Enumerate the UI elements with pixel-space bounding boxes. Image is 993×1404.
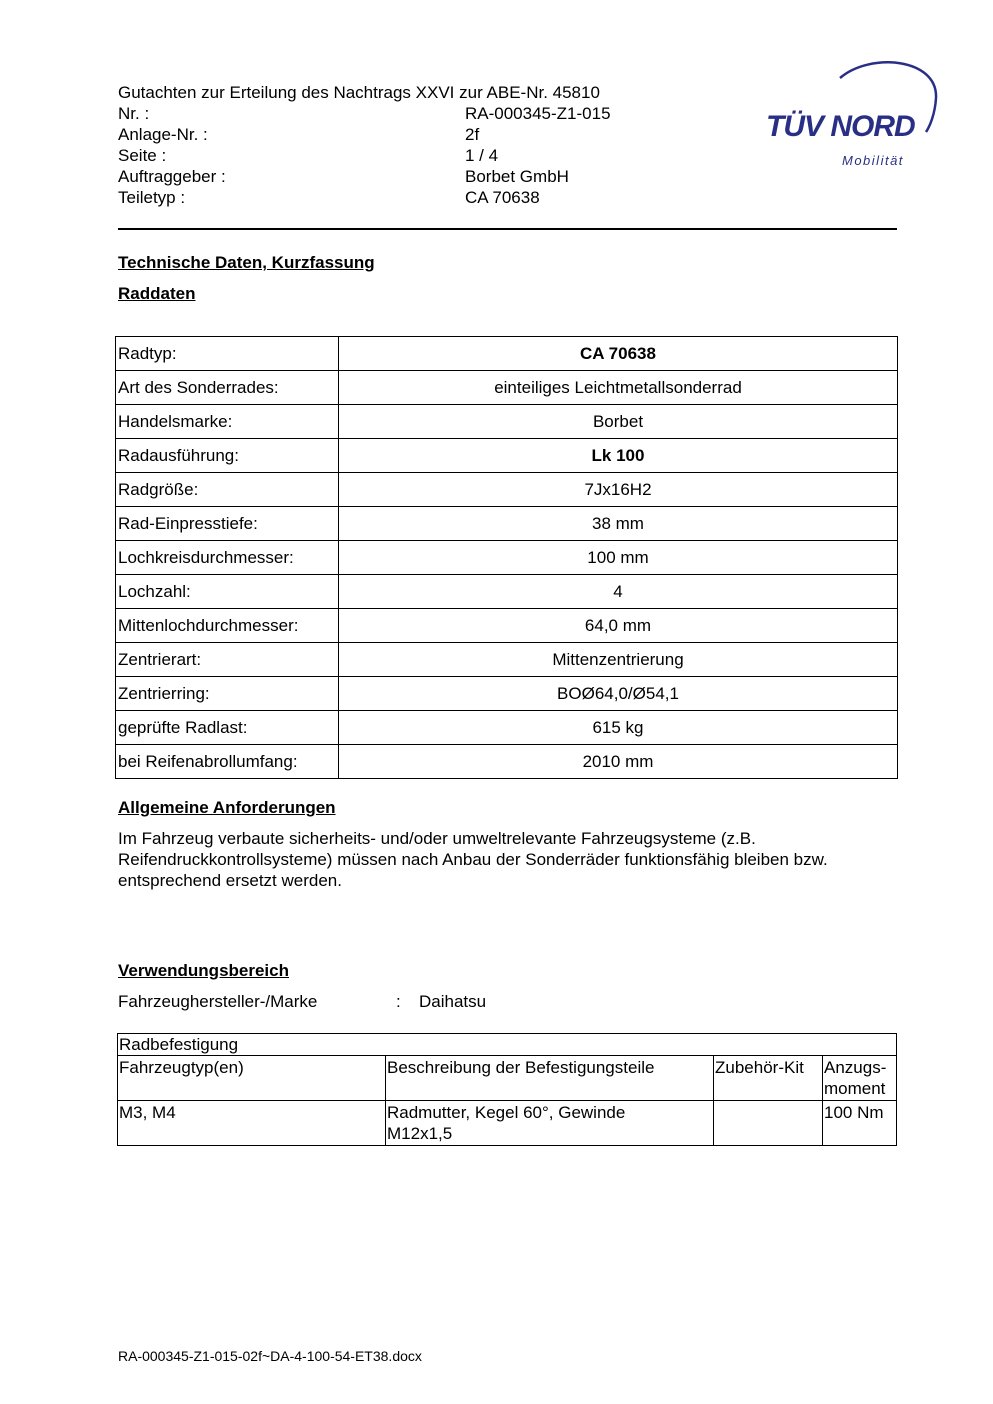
wheel-fixing-table xyxy=(117,1033,897,1146)
footer-filename: RA-000345-Z1-015-02f~DA-4-100-54-ET38.docx xyxy=(118,1348,422,1364)
wheel-field-value: 2010 mm xyxy=(339,745,898,779)
wheel-field-value: 38 mm xyxy=(339,507,898,541)
table-row xyxy=(116,643,898,677)
text-line: entsprechend ersetzt werden. xyxy=(118,871,342,890)
header-label: Auftraggeber : xyxy=(118,167,226,186)
cell-vehicle-types: M3, M4 xyxy=(118,1101,386,1146)
section-technical: Technische Daten, Kurzfassung xyxy=(118,253,375,272)
table-row xyxy=(116,405,898,439)
wheel-field-value: 615 kg xyxy=(339,711,898,745)
wheel-field-value: Lk 100 xyxy=(339,439,898,473)
col-header-vehicle-types: Fahrzeugtyp(en) xyxy=(118,1056,386,1101)
wheel-field-label: Art des Sonderrades: xyxy=(116,371,339,405)
table-row xyxy=(116,371,898,405)
table-row xyxy=(118,1101,897,1146)
header-row-nr xyxy=(118,103,611,124)
wheel-field-value: 7Jx16H2 xyxy=(339,473,898,507)
logo-subtitle-text: Mobilität xyxy=(842,153,904,168)
cell-description xyxy=(386,1101,714,1146)
wheel-field-label: Handelsmarke: xyxy=(116,405,339,439)
col-header-description: Beschreibung der Befestigungsteile xyxy=(386,1056,714,1101)
section-general: Allgemeine Anforderungen xyxy=(118,798,336,817)
general-requirements-text xyxy=(118,828,908,891)
wheel-field-label: Rad-Einpresstiefe: xyxy=(116,507,339,541)
wheel-field-label: Lochkreisdurchmesser: xyxy=(116,541,339,575)
wheel-data-table xyxy=(115,336,898,779)
manufacturer-label: Fahrzeughersteller-/Marke xyxy=(118,992,318,1011)
wheel-field-label: bei Reifenabrollumfang: xyxy=(116,745,339,779)
wheel-field-value: 100 mm xyxy=(339,541,898,575)
wheel-field-value: CA 70638 xyxy=(339,337,898,371)
header-value: 1 / 4 xyxy=(465,146,499,165)
header-value: RA-000345-Z1-015 xyxy=(465,104,611,123)
table-row xyxy=(116,609,898,643)
header-label: Nr. : xyxy=(118,104,150,123)
torque-header-line: Anzugs- xyxy=(824,1058,887,1077)
wheel-field-value: Borbet xyxy=(339,405,898,439)
header-label: Anlage-Nr. : xyxy=(118,125,208,144)
wheel-field-value: 4 xyxy=(339,575,898,609)
header-row-auftraggeber xyxy=(118,166,569,187)
wheel-field-label: Zentrierart: xyxy=(116,643,339,677)
logo-arc-icon xyxy=(760,56,940,176)
wheel-field-label: Mittenlochdurchmesser: xyxy=(116,609,339,643)
header-divider xyxy=(118,228,897,230)
manufacturer-colon: : xyxy=(396,992,401,1011)
description-line: M12x1,5 xyxy=(387,1124,453,1143)
wheel-field-label: Radgröße: xyxy=(116,473,339,507)
cell-torque: 100 Nm xyxy=(823,1101,897,1146)
wheel-field-value: Mittenzentrierung xyxy=(339,643,898,677)
cell-kit xyxy=(714,1101,823,1146)
header-value: 2f xyxy=(465,125,480,144)
text-line: Im Fahrzeug verbaute sicherheits- und/oder umweltrelevante Fahrzeugsysteme (z.B. xyxy=(118,829,756,848)
table-row xyxy=(116,677,898,711)
table-row xyxy=(116,745,898,779)
section-usage: Verwendungsbereich xyxy=(118,961,289,980)
section-wheel-data: Raddaten xyxy=(118,284,196,303)
header-value: CA 70638 xyxy=(465,188,540,207)
wheel-field-value: BOØ64,0/Ø54,1 xyxy=(339,677,898,711)
wheel-field-value: einteiliges Leichtmetallsonderrad xyxy=(339,371,898,405)
text-line: Reifendruckkontrollsysteme) müssen nach Anbau der Sonderräder funktionsfähig bleiben bzw. xyxy=(118,850,828,869)
header-row-anlage xyxy=(118,124,480,145)
header-row-teiletyp xyxy=(118,187,540,208)
wheel-field-label: Radausführung: xyxy=(116,439,339,473)
header-label: Teiletyp : xyxy=(118,188,186,207)
description-line: Radmutter, Kegel 60°, Gewinde xyxy=(387,1103,626,1122)
table-row xyxy=(116,337,898,371)
table-row xyxy=(116,473,898,507)
fixing-table-caption: Radbefestigung xyxy=(118,1034,897,1056)
header-label: Seite : xyxy=(118,146,167,165)
wheel-field-label: Radtyp: xyxy=(116,337,339,371)
table-row xyxy=(116,711,898,745)
wheel-field-value: 64,0 mm xyxy=(339,609,898,643)
table-row xyxy=(116,439,898,473)
header-value: Borbet GmbH xyxy=(465,167,569,186)
table-row xyxy=(116,575,898,609)
logo-brand-text: TÜV NORD xyxy=(766,110,915,143)
manufacturer-value: Daihatsu xyxy=(419,992,487,1011)
wheel-field-label: Lochzahl: xyxy=(116,575,339,609)
col-header-kit: Zubehör-Kit xyxy=(714,1056,823,1101)
col-header-torque xyxy=(823,1056,897,1101)
wheel-field-label: geprüfte Radlast: xyxy=(116,711,339,745)
document-title: Gutachten zur Erteilung des Nachtrags XXVI zur ABE-Nr. 45810 xyxy=(118,83,600,102)
wheel-field-label: Zentrierring: xyxy=(116,677,339,711)
table-row xyxy=(116,541,898,575)
torque-header-line: moment xyxy=(824,1079,886,1098)
table-row xyxy=(116,507,898,541)
header-row-seite xyxy=(118,145,499,166)
tuv-nord-logo xyxy=(760,56,940,176)
